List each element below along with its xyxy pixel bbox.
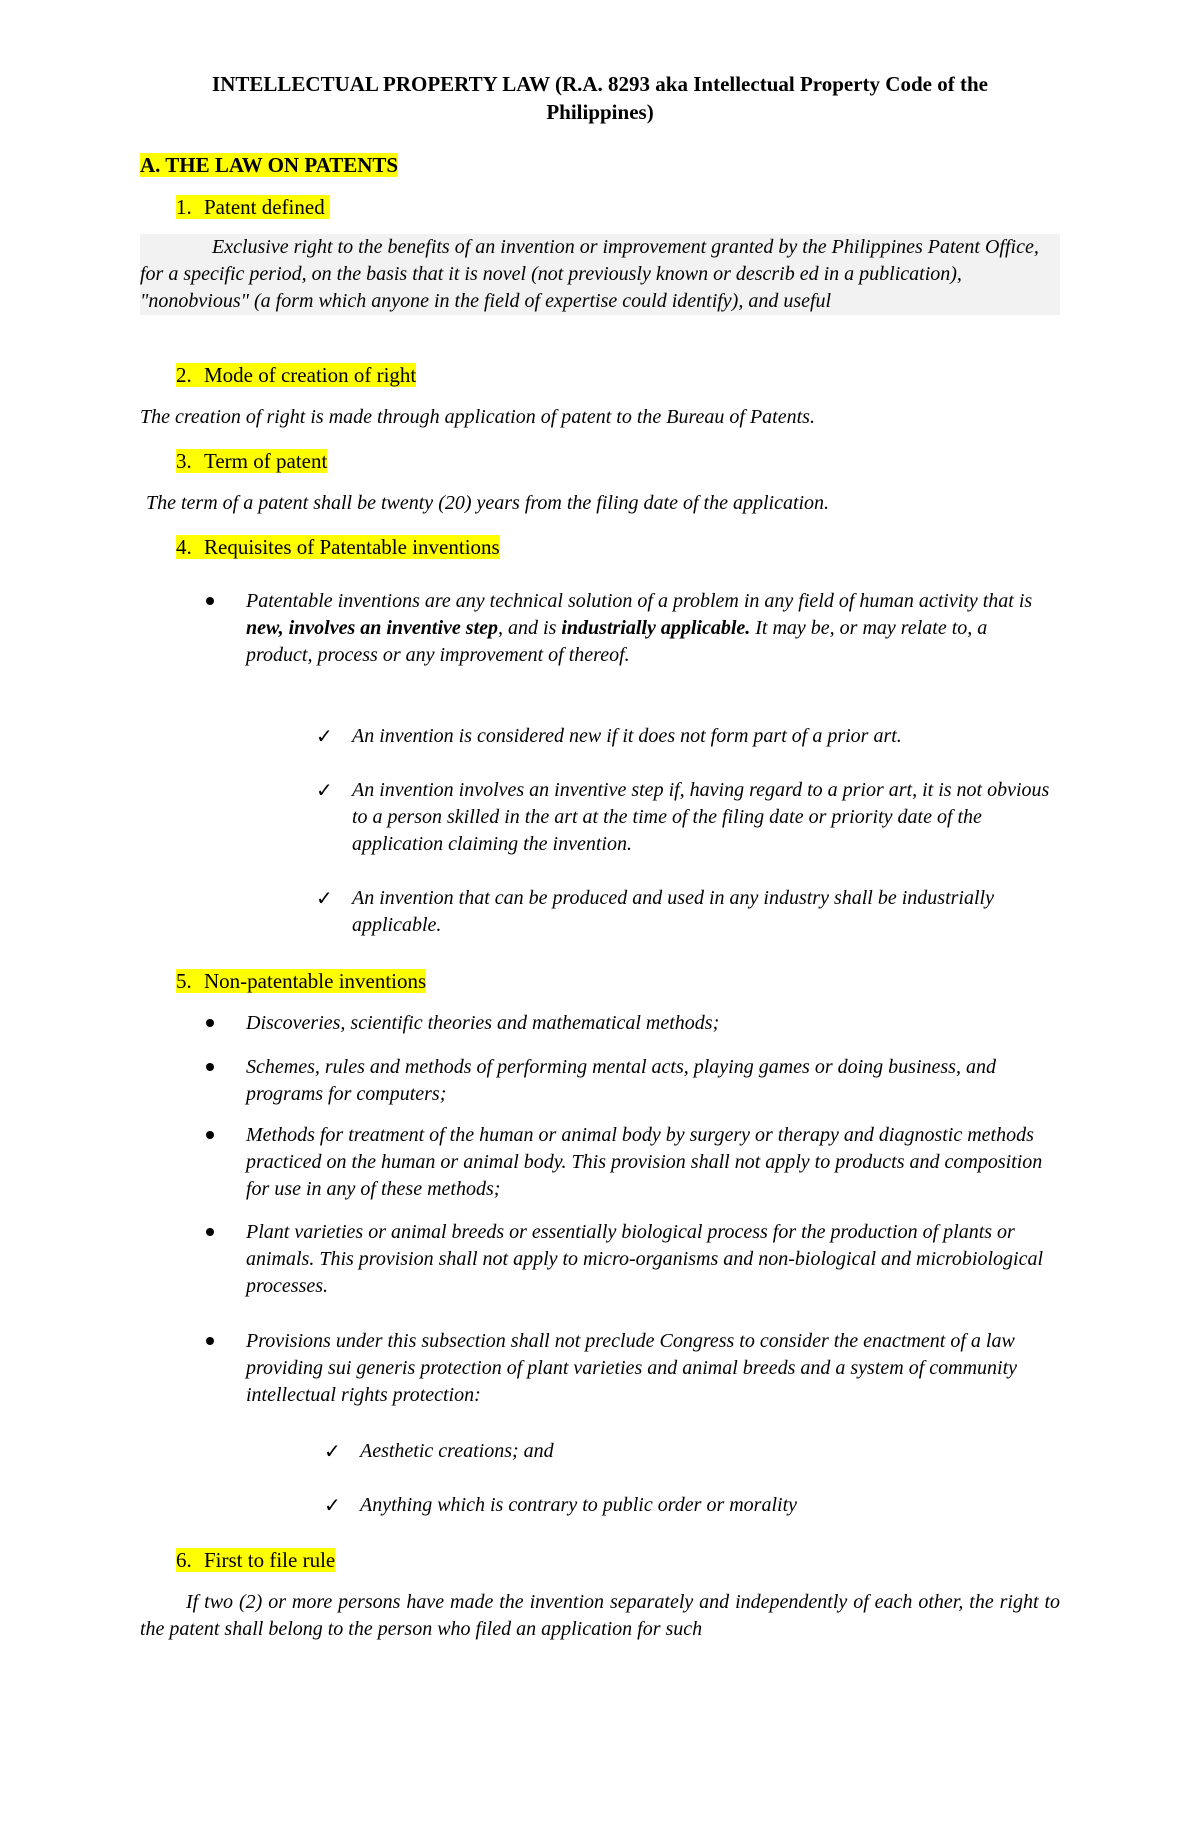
definition-body: Exclusive right to the benefits of an invention or improvement granted by the Philippines Patent Office, for a specific period, on the basis that it is novel (not previously known or describ ed in a publication), "nonobvious" (a form which anyone in the field of expertise could identify), and useful xyxy=(140,236,1039,312)
section-heading-patents xyxy=(140,151,398,179)
list-item xyxy=(246,1122,1056,1203)
list-item xyxy=(316,777,1056,858)
bullet-text: Plant varieties or animal breeds or essentially biological process for the production of plants or animals. This provision shall not apply to micro-organisms and non-biological and microbiological processes. xyxy=(246,1221,1044,1297)
list-item xyxy=(246,1054,1056,1108)
heading-number: 4. xyxy=(176,535,192,559)
term-of-patent-text: The term of a patent shall be twenty (20) years from the filing date of the application. xyxy=(146,492,830,514)
heading-label: Patent defined xyxy=(204,195,325,219)
bullet-text: , and is xyxy=(498,617,562,639)
heading-label: Non-patentable inventions xyxy=(204,969,427,993)
check-text: Aesthetic creations; and xyxy=(360,1440,554,1462)
check-text: An invention involves an inventive step if, having regard to a prior art, it is not obvious to a person skilled in the art at the time of the filing date or priority date of the application claiming the invention. xyxy=(352,779,1050,855)
list-item xyxy=(246,1219,1056,1300)
heading-number: 5. xyxy=(176,969,192,993)
heading-requisites xyxy=(176,533,500,561)
check-text: An invention that can be produced and used in any industry shall be industrially applicable. xyxy=(352,887,994,936)
list-item xyxy=(324,1438,1064,1465)
list-item xyxy=(246,1328,1056,1409)
heading-first-to-file xyxy=(176,1546,335,1574)
list-item xyxy=(324,1492,1064,1519)
first-to-file-body: If two (2) or more persons have made the invention separately and independently of each other, the right to the patent shall belong to the person who filed an application for such xyxy=(140,1591,1060,1640)
bullet-dot-icon xyxy=(206,1063,214,1071)
bullet-text: Schemes, rules and methods of performing mental acts, playing games or doing business, and programs for computers; xyxy=(246,1056,996,1105)
heading-label: Requisites of Patentable inventions xyxy=(204,535,500,559)
bullet-dot-icon xyxy=(206,597,214,605)
heading-number: 6. xyxy=(176,1548,192,1572)
patent-definition-text xyxy=(140,234,1060,315)
heading-label: Mode of creation of right xyxy=(204,363,417,387)
title-line-2: Philippines) xyxy=(546,100,654,124)
bullet-text: It may be, or may relate to, a product, process or any improvement of thereof. xyxy=(246,617,988,666)
heading-number: 3. xyxy=(176,449,192,473)
checkmark-icon: ✓ xyxy=(316,886,333,910)
list-item xyxy=(316,885,1056,939)
heading-label: First to file rule xyxy=(204,1548,336,1572)
bullet-dot-icon xyxy=(206,1228,214,1236)
document-title xyxy=(140,70,1060,126)
bullet-bold-text: industrially applicable. xyxy=(561,617,751,639)
heading-number: 2. xyxy=(176,363,192,387)
heading-number: 1. xyxy=(176,195,192,219)
checkmark-icon: ✓ xyxy=(324,1493,341,1517)
bullet-bold-text: new, involves an inventive step xyxy=(246,617,499,639)
list-item xyxy=(316,723,1056,750)
check-text: Anything which is contrary to public order or morality xyxy=(360,1494,798,1516)
first-to-file-text xyxy=(140,1589,1060,1643)
checkmark-icon: ✓ xyxy=(316,724,333,748)
heading-mode-of-creation xyxy=(176,361,416,389)
checkmark-icon: ✓ xyxy=(316,778,333,802)
bullet-text: Provisions under this subsection shall not preclude Congress to consider the enactment of a law providing sui generis protection of plant varieties and animal breeds and a system of community intellectual rights protection: xyxy=(246,1330,1018,1406)
bullet-text: Discoveries, scientific theories and mathematical methods; xyxy=(246,1012,720,1034)
heading-label: Term of patent xyxy=(204,449,328,473)
bullet-dot-icon xyxy=(206,1019,214,1027)
bullet-dot-icon xyxy=(206,1131,214,1139)
check-text: An invention is considered new if it does not form part of a prior art. xyxy=(352,725,902,747)
list-item xyxy=(246,1010,1056,1037)
section-a-label: A. THE LAW ON PATENTS xyxy=(140,153,399,177)
bullet-text: Patentable inventions are any technical solution of a problem in any field of human activity that is xyxy=(246,590,1033,612)
mode-of-creation-text: The creation of right is made through application of patent to the Bureau of Patents. xyxy=(140,406,815,428)
heading-non-patentable xyxy=(176,967,426,995)
bullet-text: Methods for treatment of the human or animal body by surgery or therapy and diagnostic methods practiced on the human or animal body. This provision shall not apply to products and composition for use in any of these methods; xyxy=(246,1124,1043,1200)
heading-patent-defined xyxy=(176,193,330,221)
list-item xyxy=(246,588,1056,669)
title-line-1: INTELLECTUAL PROPERTY LAW (R.A. 8293 aka Intellectual Property Code of the xyxy=(212,72,988,96)
heading-term-of-patent xyxy=(176,447,327,475)
bullet-dot-icon xyxy=(206,1337,214,1345)
checkmark-icon: ✓ xyxy=(324,1439,341,1463)
